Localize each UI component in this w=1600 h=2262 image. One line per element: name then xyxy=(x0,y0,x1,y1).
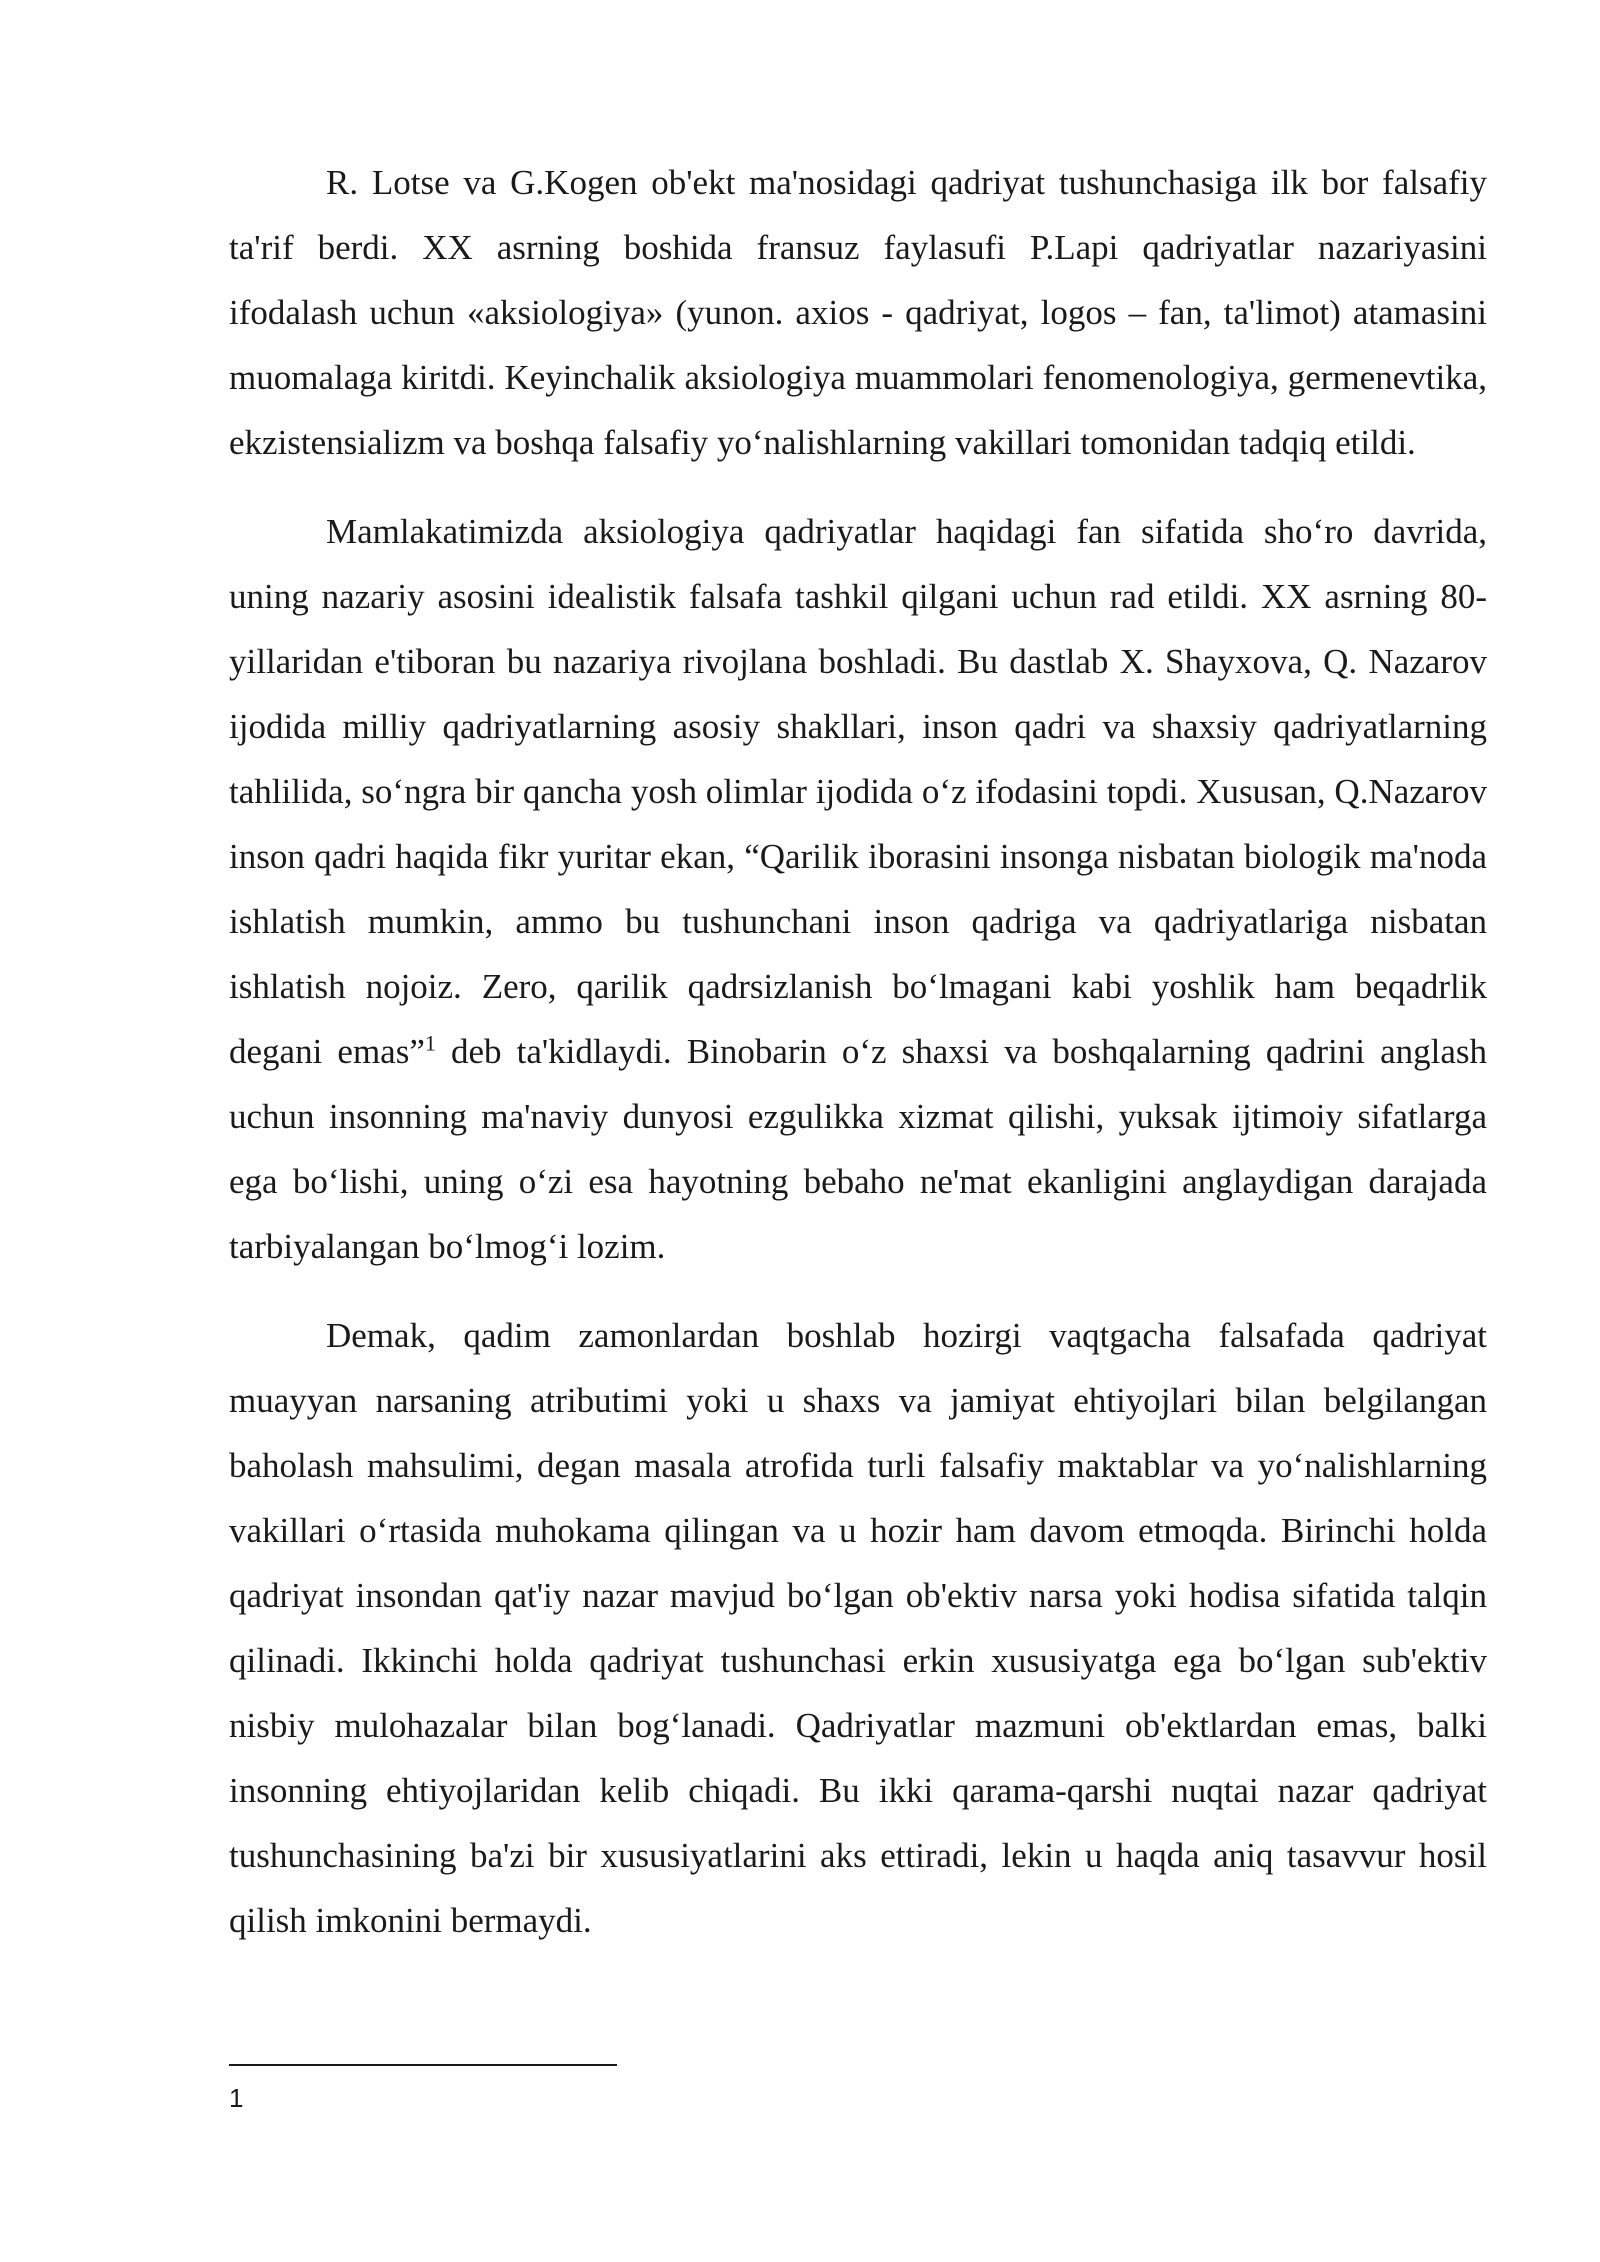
paragraph-1-text: R. Lotse va G.Kogen ob'ekt ma'nosidagi qadriyat tushunchasiga ilk bor falsafiy ta'rif berdi. XX asrning boshida fransuz faylasufi P.Lapi qadriyatlar nazariyasini ifodalash uchun «aksiologiya» (yunon. axios - qadriyat, logos – fan, ta'limot) atamasini muomalaga kiritdi. Keyinchalik aksiologiya muammolari fenomenologiya, germenevtika, ekzistensializm va boshqa falsafiy yo‘nalishlarning vakillari tomonidan tadqiq etildi. xyxy=(229,163,1487,462)
footnote-number: 1 xyxy=(229,2083,244,2113)
paragraph-2 xyxy=(229,499,1487,1279)
paragraph-2-text-after-ref: deb ta'kidlaydi. Binobarin o‘z shaxsi va boshqalarning qadrini anglash uchun insonning ma'naviy dunyosi ezgulikka xizmat qilishi, yuksak ijtimoiy sifatlarga ega bo‘lishi, uning o‘zi esa hayotning bebaho ne'mat ekanligini anglaydigan darajada tarbiyalangan bo‘lmog‘i lozim. xyxy=(229,1032,1487,1266)
paragraph-3 xyxy=(229,1303,1487,1953)
body-text xyxy=(229,150,1487,1977)
paragraph-2-text-before-ref: Mamlakatimizda aksiologiya qadriyatlar haqidagi fan sifatida sho‘ro davrida, uning nazariy asosini idealistik falsafa tashkil qilgani uchun rad etildi. XX asrning 80-yillaridan e'tiboran bu nazariya rivojlana boshladi. Bu dastlab X. Shayxova, Q. Nazarov ijodida milliy qadriyatlarning asosiy shakllari, inson qadri va shaxsiy qadriyatlarning tahlilida, so‘ngra bir qancha yosh olimlar ijodida o‘z ifodasini topdi. Xususan, Q.Nazarov inson qadri haqida fikr yuritar ekan, “Qarilik iborasini insonga nisbatan biologik ma'noda ishlatish mumkin, ammo bu tushunchani inson qadriga va qadriyatlariga nisbatan ishlatish nojoiz. Zero, qarilik qadrsizlanish bo‘lmagani kabi yoshlik ham beqadrlik degani emas” xyxy=(229,512,1487,1071)
footnote-separator xyxy=(229,2064,617,2066)
footnote-reference[interactable]: 1 xyxy=(424,1030,436,1056)
paragraph-3-text: Demak, qadim zamonlardan boshlab hozirgi vaqtgacha falsafada qadriyat muayyan narsaning atributimi yoki u shaxs va jamiyat ehtiyojlari bilan belgilangan baholash mahsulimi, degan masala atrofida turli falsafiy maktablar va yo‘nalishlarning vakillari o‘rtasida muhokama qilingan va u hozir ham davom etmoqda. Birinchi holda qadriyat insondan qat'iy nazar mavjud bo‘lgan ob'ektiv narsa yoki hodisa sifatida talqin qilinadi. Ikkinchi holda qadriyat tushunchasi erkin xususiyatga ega bo‘lgan sub'ektiv nisbiy mulohazalar bilan bog‘lanadi. Qadriyatlar mazmuni ob'ektlardan emas, balki insonning ehtiyojlaridan kelib chiqadi. Bu ikki qarama-qarshi nuqtai nazar qadriyat tushunchasining ba'zi bir xususiyatlarini aks ettiradi, lekin u haqda aniq tasavvur hosil qilish imkonini bermaydi. xyxy=(229,1316,1487,1940)
paragraph-1 xyxy=(229,150,1487,475)
